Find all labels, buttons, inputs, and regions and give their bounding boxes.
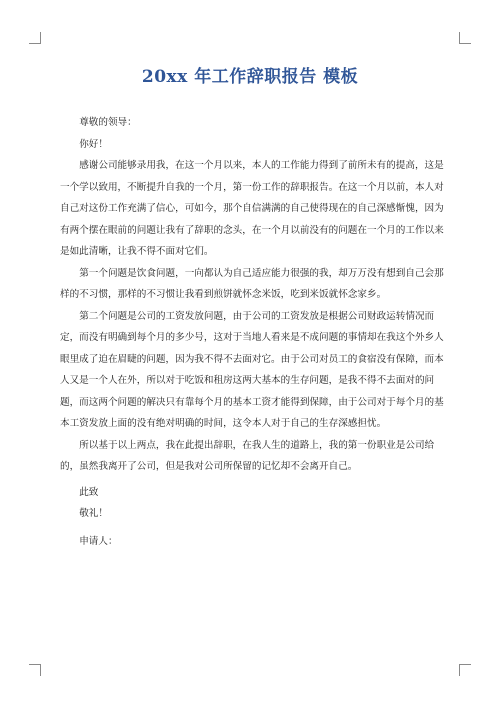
body-paragraph-4: 所以基于以上两点，我在此提出辞职，在我人生的道路上，我的第一份职业是公司给的，虽然我离开了公司，但是我对公司所保留的记忆却不会离开自己。 bbox=[60, 439, 435, 472]
greeting: 你好！ bbox=[79, 138, 108, 150]
body-paragraph-3: 第二个问题是公司的工资发放问题，由于公司的工资发放是根据公司财政运转情况而定，而没有明确到每个月的多少号，这对于当地人看来是不成问题的事情却在我这个外乡人眼里成了迫在眉睫的问题，因为我不得不去面对它。由于公司对员工的食宿没有保障，而本人又是一个人在外，所以对于吃饭和租房这两大基本的生存问题，是我不得不去面对的问题，而这两个问题的解决只有靠每个月的基本工资才能得到保障，由于公司对于每个月的基本工资发放上面的没有绝对明确的时间，这令本人对于自己的生存深感担忧。 bbox=[60, 310, 444, 429]
closing-line-2: 敬礼！ bbox=[79, 508, 108, 519]
document-title: 20xx 年工作辞职报告 模板 bbox=[141, 67, 359, 87]
signer-label: 申请人： bbox=[79, 535, 118, 547]
salutation: 尊敬的领导： bbox=[79, 117, 137, 128]
body-paragraph-1: 感谢公司能够录用我，在这一个月以来，本人的工作能力得到了前所未有的提高，这是一个学以致用，不断提升自我的一个月，第一份工作的辞职报告。在这一个月以前，本人对自己对这份工作充满了信心，可如今，那个自信满满的自己使得现在的自己深感惭愧，因为有两个摆在眼前的问题让我有了辞职的念头，在一个月以前没有的问题在一个月的工作以来是如此清晰，让我不得不面对它们。 bbox=[60, 160, 444, 257]
body-paragraph-2: 第一个问题是饮食问题，一向都认为自己适应能力很强的我，却万万没有想到自己会那样的不习惯，那样的不习惯让我看到煎饼就怀念米饭，吃到米饭就怀念家乡。 bbox=[60, 267, 444, 300]
document-body bbox=[60, 112, 446, 552]
closing-line-1: 此致 bbox=[79, 486, 99, 498]
